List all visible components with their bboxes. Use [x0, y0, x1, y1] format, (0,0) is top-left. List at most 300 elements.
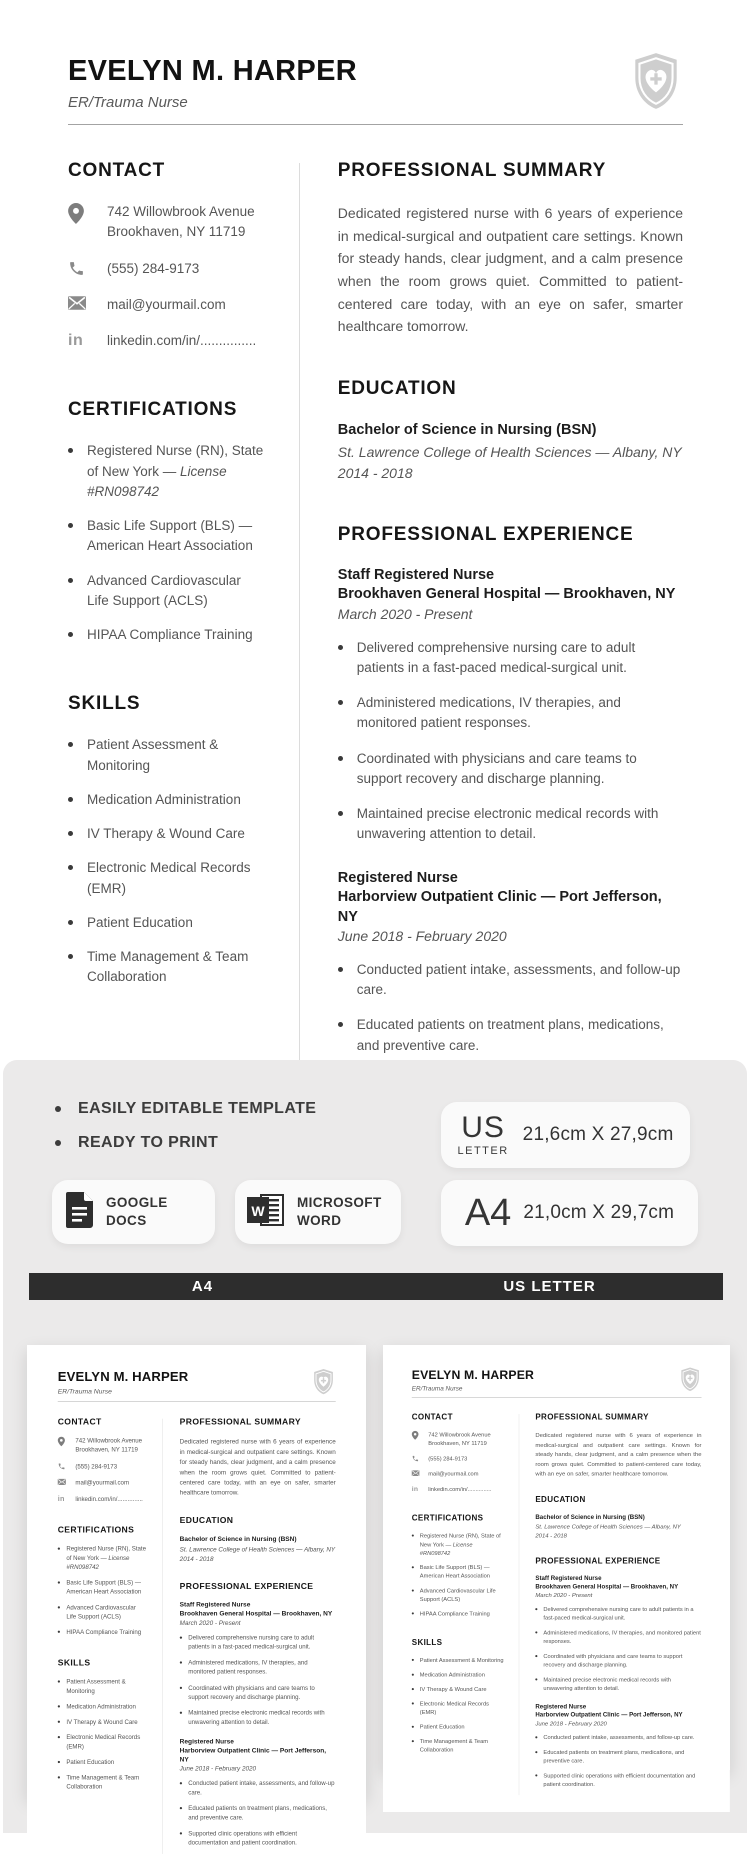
- bullet-dot-icon: [412, 1612, 414, 1614]
- skill-item: [68, 790, 265, 810]
- bullet-dot-icon: [68, 578, 73, 583]
- skill-item-text: Patient Assessment & Monitoring: [87, 735, 265, 776]
- google-docs-label: GOOGLE DOCS: [106, 1194, 168, 1229]
- skill-item: [68, 735, 265, 776]
- job-bullet-text: Coordinated with physicians and care teams to support recovery and discharge planning.: [357, 749, 683, 790]
- job-bullet: [180, 1633, 336, 1651]
- job-bullet-text: Delivered comprehensive nursing care to adult patients in a fast-paced medical-surgical unit.: [357, 638, 683, 679]
- skill-item: [412, 1656, 505, 1665]
- a4-size-card: [441, 1180, 698, 1246]
- google-docs-icon: [66, 1192, 93, 1233]
- contact-item: [68, 202, 265, 243]
- certification-item: [58, 1544, 147, 1571]
- skills-section: [412, 1638, 505, 1754]
- contact-text: linkedin.com/in/...............: [428, 1485, 491, 1494]
- feature-label: READY TO PRINT: [78, 1134, 218, 1152]
- skill-item-text: IV Therapy & Wound Care: [420, 1685, 487, 1694]
- summary-section: [180, 1417, 336, 1497]
- skill-item-text: Time Management & Team Collaboration: [66, 1773, 146, 1791]
- certification-item-text: HIPAA Compliance Training: [66, 1628, 141, 1637]
- contact-heading: CONTACT: [58, 1417, 147, 1427]
- skill-item-text: Patient Education: [66, 1758, 114, 1767]
- format-header-bar: [29, 1273, 723, 1300]
- us-letter-size-card: [441, 1102, 690, 1168]
- bullet-dot-icon: [535, 1736, 537, 1738]
- candidate-name: EVELYN M. HARPER: [68, 55, 683, 88]
- experience-section: [338, 524, 683, 1112]
- resume-left-column: [68, 160, 265, 1126]
- bullet-dot-icon: [58, 1705, 60, 1707]
- education-section: [535, 1495, 701, 1540]
- contact-text: mail@yourmail.com: [428, 1470, 478, 1479]
- summary-heading: PROFESSIONAL SUMMARY: [180, 1417, 336, 1427]
- resume-right-column: [338, 160, 683, 1126]
- contact-heading: CONTACT: [68, 160, 265, 182]
- certifications-section: [68, 399, 265, 645]
- job-bullet-text: Educated patients on treatment plans, medications, and preventive care.: [543, 1748, 701, 1765]
- contact-section: [68, 160, 265, 351]
- job-entry: [180, 1738, 336, 1848]
- resume-document: [383, 1345, 730, 1812]
- medical-shield-icon: [312, 1368, 335, 1397]
- job-bullet: [180, 1829, 336, 1847]
- contact-text: 742 Willowbrook Avenue Brookhaven, NY 11719: [107, 202, 255, 243]
- job-bullets: [180, 1779, 336, 1847]
- job-bullet-text: Administered medications, IV therapies, and monitored patient responses.: [357, 693, 683, 734]
- us-letter-preview-thumbnail: [383, 1345, 730, 1770]
- email-icon: [68, 295, 92, 310]
- education-section: [338, 378, 683, 484]
- column-divider: [299, 163, 300, 1126]
- bullet-dot-icon: [68, 742, 73, 747]
- job-bullet: [535, 1748, 701, 1765]
- job-role: Staff Registered Nurse: [338, 566, 683, 586]
- bullet-dot-icon: [180, 1686, 182, 1688]
- bullet-dot-icon: [68, 831, 73, 836]
- skill-item: [58, 1733, 147, 1751]
- job-bullet-text: Supported clinic operations with efficient documentation and patient coordination.: [188, 1829, 335, 1847]
- education-degree: Bachelor of Science in Nursing (BSN): [338, 420, 683, 442]
- certification-item-text: Registered Nurse (RN), State of New York — License #RN098742: [420, 1532, 505, 1558]
- certification-item-text: Registered Nurse (RN), State of New York — License #RN098742: [87, 441, 265, 502]
- job-bullet: [338, 749, 683, 790]
- bullet-dot-icon: [58, 1761, 60, 1763]
- us-letter-bar-label: US LETTER: [376, 1273, 723, 1300]
- contact-item: [58, 1462, 147, 1471]
- skill-item: [58, 1717, 147, 1726]
- certification-item: [58, 1603, 147, 1621]
- google-docs-card: [52, 1180, 215, 1244]
- summary-text: Dedicated registered nurse with 6 years of experience in medical-surgical and outpatient care settings. Known for steady hands, clear judgment, and a calm presence when the room grows quiet. Committed to patient-centered care today, with an eye on safer, smarter healthcare tomorrow.: [535, 1430, 701, 1478]
- svg-text:W: W: [251, 1203, 265, 1219]
- bullet-dot-icon: [412, 1535, 414, 1537]
- job-bullet-text: Delivered comprehensive nursing care to adult patients in a fast-paced medical-surgical unit.: [543, 1605, 701, 1622]
- job-bullet: [535, 1676, 701, 1693]
- job-bullet-text: Educated patients on treatment plans, medications, and preventive care.: [357, 1015, 683, 1056]
- experience-section: [180, 1582, 336, 1848]
- bullet-dot-icon: [412, 1659, 414, 1661]
- job-bullet-text: Delivered comprehensive nursing care to adult patients in a fast-paced medical-surgical unit.: [188, 1633, 335, 1651]
- job-dates: March 2020 - Present: [535, 1591, 701, 1599]
- resume-left-column: [412, 1413, 505, 1795]
- job-entry: [535, 1575, 701, 1693]
- job-entry: [338, 566, 683, 845]
- job-bullets: [535, 1733, 701, 1789]
- summary-heading: PROFESSIONAL SUMMARY: [535, 1413, 701, 1422]
- skill-item: [58, 1677, 147, 1695]
- job-bullet: [338, 960, 683, 1001]
- education-school: St. Lawrence College of Health Sciences — Albany, NY: [338, 442, 683, 463]
- job-role: Registered Nurse: [180, 1738, 336, 1747]
- bullet-dot-icon: [338, 645, 343, 650]
- feature-label: EASILY EDITABLE TEMPLATE: [78, 1100, 316, 1118]
- certifications-section: [412, 1514, 505, 1618]
- experience-heading: PROFESSIONAL EXPERIENCE: [535, 1557, 701, 1566]
- job-role: Staff Registered Nurse: [535, 1575, 701, 1583]
- job-entry: [535, 1703, 701, 1789]
- skill-item: [412, 1723, 505, 1732]
- a4-bar-label: A4: [29, 1273, 376, 1300]
- certification-item-text: Basic Life Support (BLS) — American Heart Association: [87, 516, 265, 557]
- bullet-dot-icon: [58, 1548, 60, 1550]
- job-bullet-text: Educated patients on treatment plans, medications, and preventive care.: [188, 1804, 335, 1822]
- contact-item: [412, 1430, 505, 1447]
- bullet-dot-icon: [412, 1566, 414, 1568]
- email-icon: [412, 1470, 422, 1476]
- skill-item: [58, 1702, 147, 1711]
- education-heading: EDUCATION: [535, 1495, 701, 1504]
- contact-item: [412, 1454, 505, 1463]
- skill-item: [412, 1699, 505, 1716]
- job-bullet-text: Conducted patient intake, assessments, and follow-up care.: [357, 960, 683, 1001]
- skill-item: [58, 1773, 147, 1791]
- job-dates: June 2018 - February 2020: [180, 1764, 336, 1773]
- job-bullet-text: Administered medications, IV therapies, and monitored patient responses.: [188, 1658, 335, 1676]
- job-bullet: [535, 1652, 701, 1669]
- contact-item: [68, 295, 265, 315]
- bullet-dot-icon: [338, 756, 343, 761]
- medical-shield-icon: [680, 1367, 701, 1394]
- certification-item: [412, 1532, 505, 1558]
- skill-item-text: IV Therapy & Wound Care: [66, 1717, 137, 1726]
- bullet-dot-icon: [68, 632, 73, 637]
- certification-item: [412, 1563, 505, 1580]
- a4-dimensions: 21,0cm X 29,7cm: [523, 1202, 674, 1224]
- bullet-dot-icon: [180, 1661, 182, 1663]
- skill-item-text: Patient Assessment & Monitoring: [420, 1656, 504, 1665]
- skill-item: [412, 1670, 505, 1679]
- phone-icon: [68, 259, 92, 277]
- skill-item-text: Medication Administration: [420, 1670, 485, 1679]
- candidate-title: ER/Trauma Nurse: [58, 1387, 336, 1395]
- job-bullet: [338, 1015, 683, 1056]
- bullet-dot-icon: [338, 1022, 343, 1027]
- bullet-dot-icon: [180, 1636, 182, 1638]
- certification-item: [58, 1578, 147, 1596]
- bullet-dot-icon: [535, 1751, 537, 1753]
- job-bullet: [535, 1733, 701, 1742]
- certification-item: [412, 1609, 505, 1618]
- contact-text: (555) 284-9173: [107, 259, 199, 279]
- certification-item: [412, 1586, 505, 1603]
- bullet-dot-icon: [412, 1740, 414, 1742]
- skill-item: [68, 858, 265, 899]
- bullet-dot-icon: [55, 1140, 61, 1146]
- certification-item-text: Advanced Cardiovascular Life Support (ACLS): [420, 1586, 505, 1603]
- location-pin-icon: [412, 1430, 422, 1439]
- job-bullet-text: Coordinated with physicians and care teams to support recovery and discharge planning.: [188, 1683, 335, 1701]
- bullet-dot-icon: [58, 1721, 60, 1723]
- bullet-dot-icon: [58, 1736, 60, 1738]
- job-bullet: [338, 693, 683, 734]
- job-bullet: [535, 1605, 701, 1622]
- education-degree: Bachelor of Science in Nursing (BSN): [535, 1513, 701, 1522]
- education-degree: Bachelor of Science in Nursing (BSN): [180, 1535, 336, 1545]
- certification-item-text: HIPAA Compliance Training: [87, 625, 253, 645]
- bullet-dot-icon: [535, 1608, 537, 1610]
- contact-item: [58, 1478, 147, 1487]
- education-heading: EDUCATION: [180, 1516, 336, 1526]
- linkedin-icon: in: [412, 1485, 422, 1493]
- bullet-dot-icon: [535, 1655, 537, 1657]
- bullet-dot-icon: [68, 448, 73, 453]
- us-letter-dimensions: 21,6cm X 27,9cm: [523, 1124, 674, 1146]
- job-organization: Brookhaven General Hospital — Brookhaven, NY: [535, 1583, 701, 1591]
- skills-section: [58, 1658, 147, 1791]
- email-icon: [58, 1478, 69, 1485]
- job-bullet-text: Conducted patient intake, assessments, and follow-up care.: [543, 1733, 694, 1742]
- skill-item: [412, 1685, 505, 1694]
- feature-item: [55, 1134, 316, 1152]
- contact-item: [68, 331, 265, 351]
- skill-item-text: Electronic Medical Records (EMR): [66, 1733, 146, 1751]
- contact-text: (555) 284-9173: [75, 1462, 117, 1471]
- job-bullet: [338, 804, 683, 845]
- job-bullet-text: Administered medications, IV therapies, and monitored patient responses.: [543, 1629, 701, 1646]
- bullet-dot-icon: [58, 1680, 60, 1682]
- bullet-dot-icon: [68, 954, 73, 959]
- summary-section: [535, 1413, 701, 1479]
- job-dates: March 2020 - Present: [338, 605, 683, 625]
- job-bullet: [535, 1629, 701, 1646]
- skills-heading: SKILLS: [68, 693, 265, 715]
- location-pin-icon: [68, 202, 92, 224]
- summary-heading: PROFESSIONAL SUMMARY: [338, 160, 683, 182]
- job-bullet: [180, 1779, 336, 1797]
- education-school: St. Lawrence College of Health Sciences — Albany, NY: [180, 1545, 336, 1554]
- certification-item-text: Advanced Cardiovascular Life Support (ACLS): [66, 1603, 146, 1621]
- certification-item-text: Basic Life Support (BLS) — American Heart Association: [420, 1563, 505, 1580]
- phone-icon: [412, 1454, 422, 1462]
- resume-columns: [68, 160, 683, 1126]
- job-organization: Harborview Outpatient Clinic — Port Jefferson, NY: [180, 1746, 336, 1764]
- contact-heading: CONTACT: [412, 1413, 505, 1422]
- certification-item: [58, 1628, 147, 1637]
- contact-text: linkedin.com/in/...............: [75, 1495, 142, 1504]
- a4-format: A4: [465, 1194, 511, 1232]
- job-dates: June 2018 - February 2020: [535, 1719, 701, 1727]
- bullet-dot-icon: [338, 700, 343, 705]
- bullet-dot-icon: [68, 523, 73, 528]
- medical-shield-icon: [631, 51, 681, 116]
- skills-section: [68, 693, 265, 987]
- skill-item-text: Electronic Medical Records (EMR): [87, 858, 265, 899]
- linkedin-icon: in: [58, 1495, 69, 1504]
- contact-text: mail@yourmail.com: [107, 295, 226, 315]
- job-bullet: [535, 1772, 701, 1789]
- certification-item: [68, 516, 265, 557]
- contact-text: linkedin.com/in/...............: [107, 331, 256, 351]
- job-role: Registered Nurse: [338, 869, 683, 889]
- contact-item: [58, 1495, 147, 1504]
- bullet-dot-icon: [535, 1678, 537, 1680]
- bullet-dot-icon: [338, 967, 343, 972]
- us-letter-format: US LETTER: [457, 1113, 508, 1157]
- certification-item: [68, 571, 265, 612]
- candidate-title: ER/Trauma Nurse: [68, 94, 683, 111]
- candidate-title: ER/Trauma Nurse: [412, 1385, 702, 1392]
- skill-item-text: Time Management & Team Collaboration: [87, 947, 265, 988]
- job-bullet-text: Maintained precise electronic medical records with unwavering attention to detail.: [357, 804, 683, 845]
- bullet-dot-icon: [412, 1725, 414, 1727]
- skill-item-text: Medication Administration: [66, 1702, 136, 1711]
- resume-header: [68, 55, 683, 125]
- microsoft-word-label: MICROSOFT WORD: [297, 1194, 382, 1229]
- skill-item: [68, 947, 265, 988]
- skill-item: [68, 824, 265, 844]
- resume-header: [58, 1370, 336, 1402]
- job-organization: Harborview Outpatient Clinic — Port Jefferson, NY: [338, 888, 683, 927]
- feature-list: [55, 1100, 316, 1168]
- candidate-name: EVELYN M. HARPER: [58, 1370, 336, 1385]
- bullet-dot-icon: [535, 1774, 537, 1776]
- location-pin-icon: [58, 1436, 69, 1446]
- job-dates: June 2018 - February 2020: [338, 927, 683, 947]
- job-bullet: [180, 1658, 336, 1676]
- job-bullet: [180, 1683, 336, 1701]
- job-bullets: [180, 1633, 336, 1727]
- bullet-dot-icon: [68, 865, 73, 870]
- a4-preview-thumbnail: [27, 1345, 366, 1797]
- skills-heading: SKILLS: [58, 1658, 147, 1668]
- skill-item-text: Patient Education: [87, 913, 193, 933]
- certifications-section: [58, 1525, 147, 1636]
- template-promo-panel: [3, 1060, 747, 1833]
- bullet-dot-icon: [68, 920, 73, 925]
- experience-heading: PROFESSIONAL EXPERIENCE: [180, 1582, 336, 1592]
- microsoft-word-icon: [247, 1193, 285, 1232]
- bullet-dot-icon: [412, 1673, 414, 1675]
- summary-text: Dedicated registered nurse with 6 years of experience in medical-surgical and outpatient care settings. Known for steady hands, clear judgment, and a calm presence when the room grows quiet. Committed to patient-centered care today, with an eye on safer, smarter healthcare tomorrow.: [180, 1436, 336, 1497]
- microsoft-word-card: [235, 1180, 401, 1244]
- job-bullets: [535, 1605, 701, 1693]
- contact-section: [58, 1417, 147, 1503]
- summary-text: Dedicated registered nurse with 6 years of experience in medical-surgical and outpatient care settings. Known for steady hands, clear judgment, and a calm presence when the room grows quiet. Committed to patient-centered care today, with an eye on safer, smarter healthcare tomorrow.: [338, 202, 683, 338]
- skill-item-text: IV Therapy & Wound Care: [87, 824, 245, 844]
- certification-item-text: Basic Life Support (BLS) — American Heart Association: [66, 1578, 146, 1596]
- experience-section: [535, 1557, 701, 1789]
- job-organization: Brookhaven General Hospital — Brookhaven, NY: [338, 585, 683, 605]
- job-role: Registered Nurse: [535, 1703, 701, 1711]
- contact-text: mail@yourmail.com: [75, 1478, 129, 1487]
- certification-item-text: Advanced Cardiovascular Life Support (ACLS): [87, 571, 265, 612]
- skill-item: [58, 1758, 147, 1767]
- certification-item: [68, 441, 265, 502]
- certifications-heading: CERTIFICATIONS: [68, 399, 265, 421]
- contact-text: 742 Willowbrook Avenue Brookhaven, NY 11719: [75, 1436, 142, 1454]
- resume-columns: [58, 1417, 336, 1854]
- contact-item: [58, 1436, 147, 1454]
- skill-item-text: Patient Assessment & Monitoring: [66, 1677, 146, 1695]
- skill-item-text: Time Management & Team Collaboration: [420, 1737, 505, 1754]
- job-bullet-text: Coordinated with physicians and care teams to support recovery and discharge planning.: [543, 1652, 701, 1669]
- feature-item: [55, 1100, 316, 1118]
- bullet-dot-icon: [180, 1807, 182, 1809]
- resume-columns: [412, 1413, 702, 1795]
- bullet-dot-icon: [412, 1589, 414, 1591]
- job-bullet: [338, 638, 683, 679]
- education-dates: 2014 - 2018: [535, 1531, 701, 1540]
- job-organization: Brookhaven General Hospital — Brookhaven, NY: [180, 1610, 336, 1619]
- certification-item-text: Registered Nurse (RN), State of New York — License #RN098742: [66, 1544, 146, 1571]
- job-bullets: [338, 638, 683, 845]
- bullet-dot-icon: [58, 1631, 60, 1633]
- skill-item: [412, 1737, 505, 1754]
- resume-left-column: [58, 1417, 147, 1854]
- contact-text: (555) 284-9173: [428, 1454, 467, 1463]
- bullet-dot-icon: [58, 1776, 60, 1778]
- job-bullet-text: Conducted patient intake, assessments, and follow-up care.: [188, 1779, 335, 1797]
- bullet-dot-icon: [58, 1606, 60, 1608]
- summary-section: [338, 160, 683, 338]
- job-role: Staff Registered Nurse: [180, 1601, 336, 1610]
- skill-item-text: Electronic Medical Records (EMR): [420, 1699, 505, 1716]
- bullet-dot-icon: [412, 1702, 414, 1704]
- candidate-name: EVELYN M. HARPER: [412, 1368, 702, 1382]
- resume-header: [412, 1368, 702, 1398]
- certification-item-text: HIPAA Compliance Training: [420, 1609, 490, 1618]
- resume-right-column: [180, 1417, 336, 1854]
- bullet-dot-icon: [55, 1106, 61, 1112]
- bullet-dot-icon: [58, 1581, 60, 1583]
- bullet-dot-icon: [180, 1782, 182, 1784]
- skill-item-text: Medication Administration: [87, 790, 241, 810]
- bullet-dot-icon: [338, 811, 343, 816]
- contact-item: [412, 1470, 505, 1479]
- contact-section: [412, 1413, 505, 1494]
- job-entry: [180, 1601, 336, 1727]
- bullet-dot-icon: [412, 1688, 414, 1690]
- contact-item: [68, 259, 265, 279]
- job-bullet-text: Maintained precise electronic medical records with unwavering attention to detail.: [543, 1676, 701, 1693]
- bullet-dot-icon: [535, 1632, 537, 1634]
- education-school: St. Lawrence College of Health Sciences — Albany, NY: [535, 1522, 701, 1531]
- contact-text: 742 Willowbrook Avenue Brookhaven, NY 11719: [428, 1430, 490, 1447]
- bullet-dot-icon: [180, 1712, 182, 1714]
- bullet-dot-icon: [180, 1832, 182, 1834]
- resume-document: [27, 1345, 366, 1872]
- resume-right-column: [535, 1413, 701, 1795]
- job-dates: March 2020 - Present: [180, 1618, 336, 1627]
- bullet-dot-icon: [68, 797, 73, 802]
- education-dates: 2014 - 2018: [180, 1554, 336, 1563]
- certifications-heading: CERTIFICATIONS: [412, 1514, 505, 1523]
- job-bullet: [180, 1804, 336, 1822]
- skill-item-text: Patient Education: [420, 1723, 465, 1732]
- certification-item: [68, 625, 265, 645]
- experience-heading: PROFESSIONAL EXPERIENCE: [338, 524, 683, 546]
- job-bullet: [180, 1708, 336, 1726]
